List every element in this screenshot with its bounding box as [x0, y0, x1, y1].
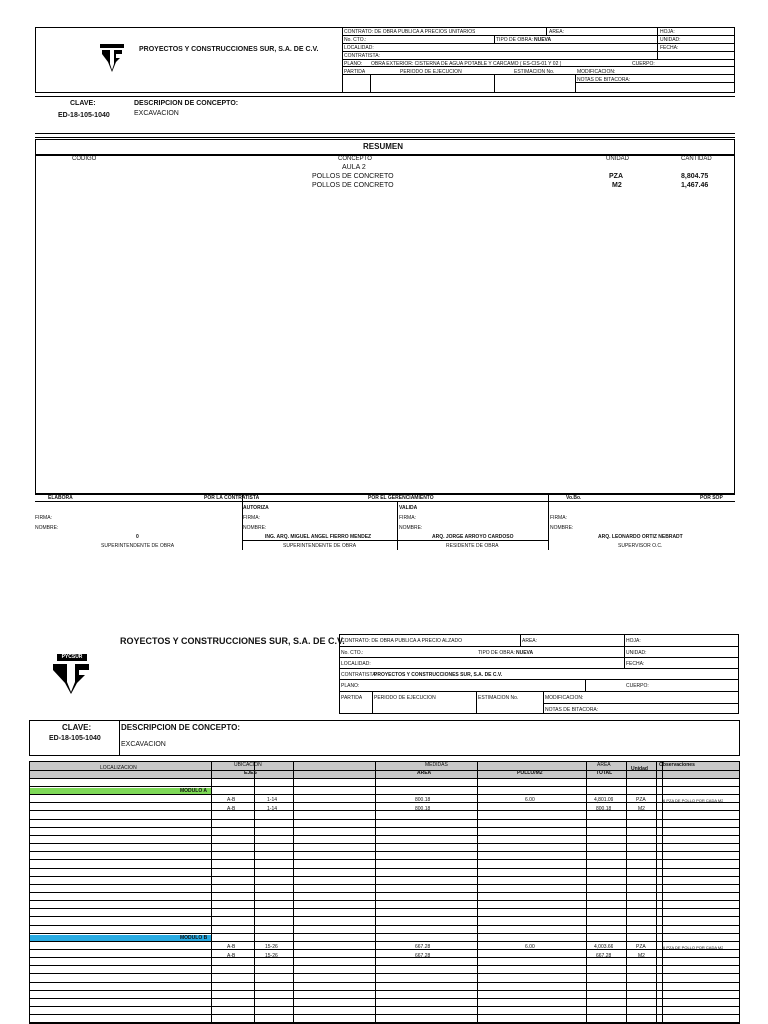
- table-cell: 4,003.66: [594, 944, 614, 950]
- area-label: AREA:: [549, 29, 565, 35]
- table-row-line: [30, 957, 739, 958]
- table-cell: A-B: [227, 797, 236, 803]
- signer-1-name: ING. ARQ. MIGUEL ANGEL FIERRO MENDEZ: [265, 534, 372, 540]
- pycsur-logo-label: PYCSUR: [57, 654, 87, 661]
- table-cell: M2: [638, 806, 645, 812]
- nombre-label: NOMBRE:: [550, 525, 574, 531]
- table-cell: 667.28: [596, 953, 612, 959]
- notas-label: NOTAS DE BITACORA:: [577, 77, 631, 83]
- table-row-line: [30, 973, 739, 974]
- table-cell: 800.18: [596, 806, 612, 812]
- table-row-line: [30, 949, 739, 950]
- contrato-label: CONTRATO: DE OBRA PUBLICA A PRECIOS UNITARIOS: [344, 29, 476, 35]
- desc-value: EXCAVACION: [134, 110, 179, 117]
- table-cell: 1-14: [267, 806, 278, 812]
- clave-label-2: CLAVE:: [62, 723, 92, 732]
- contratista-label-2: CONTRATISTA:: [341, 672, 377, 678]
- col-cantidad: CANTIDAD: [681, 156, 712, 162]
- table-row-line: [30, 892, 739, 893]
- medidas-table: [29, 761, 740, 1024]
- fecha-label-2: FECHA:: [626, 661, 645, 667]
- table-cell: 800.18: [415, 797, 431, 803]
- table-row-line: [30, 819, 739, 820]
- firma-label: FIRMA:: [35, 515, 52, 521]
- table-row-line: [30, 1022, 739, 1023]
- tipo-obra-label-2: TIPO DE OBRA:: [478, 650, 515, 656]
- th-total: TOTAL: [596, 770, 613, 776]
- row-concepto: AULA 2: [342, 164, 366, 171]
- firma-label: FIRMA:: [399, 515, 416, 521]
- nombre-label: NOMBRE:: [399, 525, 423, 531]
- header-box: [35, 27, 735, 93]
- clave-value: ED-18-105-1040: [58, 112, 110, 119]
- table-row-line: [30, 982, 739, 983]
- valida-label: VALIDA: [399, 505, 418, 511]
- clave-label: CLAVE:: [70, 100, 96, 107]
- firma-label: FIRMA:: [550, 515, 567, 521]
- modificacion-label: MODIFICACION:: [577, 69, 616, 75]
- row-concepto: POLLOS DE CONCRETO: [312, 182, 394, 189]
- localidad-label-2: LOCALIDAD:: [341, 661, 371, 667]
- table-row-line: [30, 933, 739, 934]
- table-row-line: [30, 876, 739, 877]
- table-row-line: [30, 941, 739, 942]
- th-localizacion: LOCALIZACION: [100, 765, 137, 771]
- table-cell: 667.28: [415, 944, 431, 950]
- periodo-label-2: PERIODO DE EJECUCION: [374, 695, 436, 701]
- partida-label: PARTIDA: [344, 69, 366, 75]
- por-sop-label: POR SOP: [700, 495, 723, 501]
- table-cell: A-B: [227, 944, 236, 950]
- table-cell: 667.28: [415, 953, 431, 959]
- company-logo-icon: [51, 662, 91, 694]
- th-ubicacion: UBICACION: [234, 762, 262, 768]
- nombre-label: NOMBRE:: [243, 525, 267, 531]
- th-medidas: MEDIDAS: [425, 762, 448, 768]
- localidad-label: LOCALIDAD:: [344, 45, 374, 51]
- table-row-line: [30, 859, 739, 860]
- hoja-label-2: HOJA:: [626, 638, 641, 644]
- table-row-line: [30, 827, 739, 828]
- estimacion-label-2: ESTIMACION No.: [478, 695, 519, 701]
- col-concepto: CONCEPTO: [338, 156, 372, 162]
- contratista-label: CONTRATISTA:: [344, 53, 380, 59]
- desc-value-2: EXCAVACION: [121, 741, 166, 748]
- signer-1-role: SUPERINTENDENTE DE OBRA: [283, 543, 357, 549]
- th-area2: AREA: [597, 762, 611, 768]
- table-row-line: [30, 810, 739, 811]
- contratista-value-2: PROYECTOS Y CONSTRUCCIONES SUR, S.A. DE C.V.: [374, 672, 503, 678]
- col-unidad: UNIDAD: [606, 156, 630, 162]
- table-row-line: [30, 900, 739, 901]
- table-cell: 15-26: [265, 953, 278, 959]
- row-concepto: POLLOS DE CONCRETO: [312, 173, 394, 180]
- periodo-label: PERIODO DE EJECUCION: [400, 69, 462, 75]
- table-row-line: [30, 778, 739, 779]
- modulo-a-label: MODULO A: [180, 788, 208, 794]
- table-cell: 6.00: [525, 797, 535, 803]
- signer-2-name: ARQ. JORGE ARROYO CARDOSO: [432, 534, 514, 540]
- resumen-title: RESUMEN: [363, 142, 404, 151]
- signer-2-role: RESIDENTE DE OBRA: [446, 543, 499, 549]
- table-row-line: [30, 794, 739, 795]
- table-cell: 6 PZA DE POLLO POR CADA M2: [663, 798, 724, 803]
- table-cell: 800.18: [415, 806, 431, 812]
- table-row-line: [30, 1006, 739, 1007]
- table-row-line: [30, 965, 739, 966]
- company-name-2: ROYECTOS Y CONSTRUCCIONES SUR, S.A. DE C.V.: [120, 636, 345, 646]
- th-ejes: EJES: [244, 770, 257, 776]
- area-label-2: AREA:: [522, 638, 538, 644]
- por-gerenciamiento-label: POR EL GERENCIAMIENTO: [368, 495, 434, 501]
- table-row-line: [30, 843, 739, 844]
- table-row-line: [30, 990, 739, 991]
- col-codigo: CODIGO: [72, 156, 97, 162]
- table-row-line: [30, 786, 739, 787]
- plano-label: PLANO:: [344, 61, 363, 67]
- table-row-line: [30, 925, 739, 926]
- table-row-line: [30, 1014, 739, 1015]
- tipo-obra-value: NUEVA: [534, 37, 552, 43]
- company-logo-icon: [100, 44, 124, 72]
- table-row-line: [30, 884, 739, 885]
- row-unidad: M2: [612, 182, 622, 189]
- table-cell: 15-26: [265, 944, 278, 950]
- company-name: PROYECTOS Y CONSTRUCCIONES SUR, S.A. DE C.V.: [139, 46, 319, 53]
- fecha-label: FECHA:: [660, 45, 679, 51]
- table-row-line: [30, 916, 739, 917]
- clave-value-2: ED-18-105-1040: [49, 735, 101, 742]
- firma-label: FIRMA:: [243, 515, 260, 521]
- tipo-obra-value-2: NUEVA: [516, 650, 534, 656]
- contrato-label-2: CONTRATO: DE OBRA PUBLICA A PRECIO ALZADO: [341, 638, 462, 644]
- table-row-line: [30, 998, 739, 999]
- unidad-label-2: UNIDAD:: [626, 650, 647, 656]
- table-row-line: [30, 908, 739, 909]
- table-row-line: [30, 868, 739, 869]
- table-cell: M2: [638, 953, 645, 959]
- cuerpo-label: CUERPO:: [632, 61, 655, 67]
- elabora-label: ELABORA: [48, 495, 73, 501]
- cuerpo-label-2: CUERPO:: [626, 683, 649, 689]
- table-cell: 6.00: [525, 944, 535, 950]
- notas-label-2: NOTAS DE BITACORA:: [545, 707, 599, 713]
- signer-0-name: 0: [136, 534, 139, 540]
- row-unidad: PZA: [609, 173, 623, 180]
- table-cell: 4,801.09: [594, 797, 614, 803]
- hoja-label: HOJA:: [660, 29, 675, 35]
- table-cell: PZA: [636, 797, 646, 803]
- table-cell: 1-14: [267, 797, 278, 803]
- partida-label-2: PARTIDA: [341, 695, 363, 701]
- th-unidad: Unidad: [631, 766, 648, 772]
- table-cell: A-B: [227, 806, 236, 812]
- autoriza-label: AUTORIZA: [243, 505, 269, 511]
- por-contratista-label: POR LA CONTRATISTA: [204, 495, 260, 501]
- desc-label-2: DESCRIPCION DE CONCEPTO:: [121, 723, 240, 732]
- resumen-body: [35, 155, 735, 494]
- modulo-b-label: MODULO B: [180, 935, 208, 941]
- table-cell: A-B: [227, 953, 236, 959]
- table-row-line: [30, 802, 739, 803]
- table-row-line: [30, 851, 739, 852]
- unidad-label: UNIDAD:: [660, 37, 681, 43]
- no-cto-label-2: No. CTO.:: [341, 650, 364, 656]
- plano-label-2: PLANO:: [341, 683, 360, 689]
- nombre-label: NOMBRE:: [35, 525, 59, 531]
- table-cell: PZA: [636, 944, 646, 950]
- signer-3-role: SUPERVISOR O.C.: [618, 543, 663, 549]
- table-row-line: [30, 835, 739, 836]
- estimacion-label: ESTIMACION No.: [514, 69, 555, 75]
- table-cell: 6 PZA DE POLLO POR CADA M2: [663, 945, 724, 950]
- th-area: AREA: [417, 770, 432, 776]
- th-pollo: POLLO/M2: [517, 770, 543, 776]
- vobo-label: Vo.Bo.: [566, 495, 582, 501]
- row-cantidad: 1,467.46: [681, 182, 709, 189]
- desc-label: DESCRIPCION DE CONCEPTO:: [134, 100, 239, 107]
- row-cantidad: 8,804.75: [681, 173, 709, 180]
- obra-value: OBRA EXTERIOR: CISTERNA DE AGUA POTABLE Y CARCAMO ( ES-CIS-01 Y 02 ): [371, 61, 562, 67]
- modificacion-label-2: MODIFICACION:: [545, 695, 584, 701]
- signer-0-role: SUPERINTENDENTE DE OBRA: [101, 543, 175, 549]
- no-cto-label: No. CTO.:: [344, 37, 367, 43]
- signer-3-name: ARQ. LEONARDO ORTIZ NEBRADT: [598, 534, 683, 540]
- tipo-obra-label: TIPO DE OBRA:: [496, 37, 533, 43]
- th-observaciones: Observaciones: [659, 762, 695, 768]
